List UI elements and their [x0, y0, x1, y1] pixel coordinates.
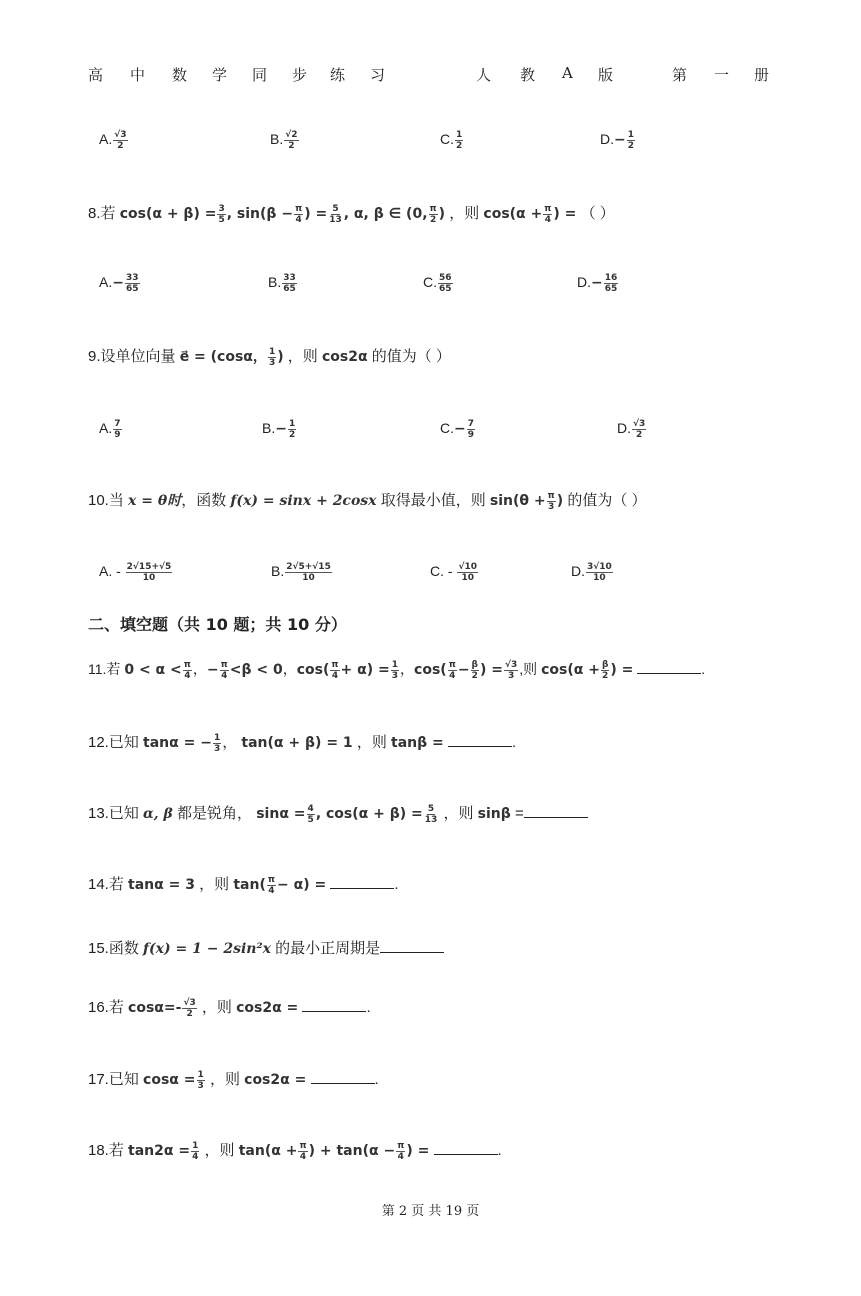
answer-blank[interactable]	[524, 805, 588, 818]
fraction: $\frac{5}{13}$	[329, 203, 342, 225]
header-char: 高	[88, 66, 104, 84]
fraction: $\frac{√3}{3}$	[505, 659, 518, 681]
header-char: 练	[330, 66, 346, 84]
fraction: $\frac{√3}{2}$	[183, 997, 196, 1019]
answer-blank[interactable]	[448, 734, 512, 747]
fraction: $\frac{5}{13}$	[424, 803, 438, 825]
fraction: $\frac{\pi}{4}$	[220, 659, 228, 681]
fraction: $\frac{1}{3}$	[391, 659, 399, 681]
fraction: $\frac{1}{3}$	[197, 1069, 204, 1091]
header-char: 第	[672, 66, 688, 84]
question-16: 16.若 cosα=- $\frac{√3}{2}$ ，则 cos2α = .	[88, 997, 371, 1019]
fraction: $\frac{7}{9}$	[114, 419, 121, 440]
fraction: $\frac{\pi}{4}$	[331, 659, 339, 681]
answer-blank[interactable]	[434, 1142, 498, 1155]
question-8: 8.若 cos(α + β) = $\frac{3}{5}$ , sin(β − $\frac{\pi}{4}$ ) = $\frac{5}{13}$ , α, β ∈ (0, $\frac{\pi}{2}$ ) ，则 cos(α + $\frac{\pi}{4}$ ) = （ ）	[88, 203, 615, 225]
fraction: $\frac{33}{65}$	[283, 273, 296, 294]
fraction: $\frac{33}{65}$	[125, 273, 139, 294]
fraction: $\frac{1}{2}$	[456, 130, 463, 151]
q8-option-d: D.− $\frac{16}{65}$	[577, 273, 618, 294]
fraction: $\frac{1}{2}$	[627, 130, 634, 151]
section-title: 二、填空题（共 10 题；共 10 分）	[88, 615, 347, 634]
fraction: $\frac{1}{4}$	[192, 1140, 199, 1162]
header-char: 学	[212, 66, 228, 84]
fraction: $\frac{2√15+√5}{10}$	[126, 562, 172, 583]
fraction: $\frac{√2}{2}$	[285, 130, 298, 151]
fraction: $\frac{3√10}{10}$	[587, 562, 612, 583]
fraction: $\frac{4}{5}$	[307, 803, 314, 825]
fraction: $\frac{\pi}{4}$	[397, 1140, 405, 1162]
question-12: 12.已知 tanα = − $\frac{1}{3}$ ， tan(α + β) = 1 ，则 tanβ = .	[88, 732, 517, 754]
fraction: $\frac{2√5+√15}{10}$	[286, 562, 331, 583]
fraction: $\frac{\pi}{4}$	[267, 874, 275, 896]
header-char: 习	[370, 66, 386, 84]
fraction: $\frac{1}{3}$	[268, 346, 276, 368]
fraction: $\frac{\beta}{2}$	[471, 659, 478, 681]
header-char: 人	[476, 66, 492, 84]
fraction: $\frac{\pi}{4}$	[295, 203, 303, 225]
q7-option-a: A. $\frac{√3}{2}$	[99, 130, 127, 151]
fraction: $\frac{3}{5}$	[218, 203, 225, 225]
fraction: $\frac{\beta}{2}$	[601, 659, 609, 681]
q8-option-c: C. $\frac{56}{65}$	[423, 273, 452, 294]
header-char: 同	[252, 66, 268, 84]
answer-blank[interactable]	[330, 876, 394, 889]
header-char: 步	[292, 66, 308, 84]
header-char: 中	[130, 66, 146, 84]
answer-blank[interactable]	[380, 940, 444, 953]
answer-blank[interactable]	[637, 661, 701, 674]
q8-option-b: B. $\frac{33}{65}$	[268, 273, 296, 294]
fraction: $\frac{56}{65}$	[439, 273, 452, 294]
q9-option-c: C.− $\frac{7}{9}$	[440, 419, 474, 440]
fraction: $\frac{7}{9}$	[467, 419, 474, 440]
question-15: 15.函数 f(x) = 1 − 2sin²x 的最小正周期是	[88, 937, 444, 958]
question-13: 13.已知 α, β 都是锐角， sinα = $\frac{4}{5}$ , cos(α + β) = $\frac{5}{13}$ ，则 sinβ =	[88, 802, 588, 825]
fraction: $\frac{√3}{2}$	[114, 130, 127, 151]
fraction: $\frac{16}{65}$	[604, 273, 618, 294]
question-17: 17.已知 cosα = $\frac{1}{3}$ ，则 cos2α = .	[88, 1069, 379, 1091]
q7-option-d: D.− $\frac{1}{2}$	[600, 130, 634, 151]
fraction: $\frac{1}{3}$	[213, 732, 221, 754]
q10-option-a: A. - $\frac{2√15+√5}{10}$	[99, 562, 172, 583]
header-char: 版	[598, 66, 614, 84]
page-footer: 第 2 页 共 19 页	[381, 1204, 480, 1219]
fraction: $\frac{\pi}{4}$	[299, 1140, 307, 1162]
q10-option-d: D. $\frac{3√10}{10}$	[571, 562, 612, 583]
header-char: 册	[754, 66, 770, 84]
question-18: 18.若 tan2α = $\frac{1}{4}$ ，则 tan(α + $\frac{\pi}{4}$ ) + tan(α − $\frac{\pi}{4}$ ) = .	[88, 1140, 502, 1162]
header-char: 一	[714, 66, 730, 84]
q7-option-b: B. $\frac{√2}{2}$	[270, 130, 298, 151]
q9-option-b: B.− $\frac{1}{2}$	[262, 419, 296, 440]
q10-option-b: B. $\frac{2√5+√15}{10}$	[271, 562, 331, 583]
question-9: 9.设单位向量 e⃗ = (cosα， $\frac{1}{3}$ ) ，则 cos2α 的值为（ ）	[88, 346, 451, 368]
header-char: 教	[520, 66, 536, 84]
q10-option-c: C. - $\frac{√10}{10}$	[430, 562, 477, 583]
fraction: $\frac{√3}{2}$	[633, 419, 646, 440]
answer-blank[interactable]	[302, 999, 366, 1012]
q9-option-d: D. $\frac{√3}{2}$	[617, 419, 646, 440]
fraction: $\frac{√10}{10}$	[458, 562, 477, 583]
header-char: 数	[172, 66, 188, 84]
fraction: $\frac{\pi}{4}$	[448, 659, 456, 681]
fraction: $\frac{\pi}{2}$	[429, 203, 437, 225]
fraction: $\frac{\pi}{3}$	[547, 490, 555, 512]
answer-blank[interactable]	[311, 1071, 375, 1084]
q9-option-a: A. $\frac{7}{9}$	[99, 419, 121, 440]
q7-option-c: C. $\frac{1}{2}$	[440, 130, 463, 151]
question-10: 10.当 x = θ时，函数 f(x) = sinx + 2cosx 取得最小值，则 sin(θ + $\frac{\pi}{3}$ ) 的值为（ ）	[88, 490, 647, 512]
question-11: 11.若 0 < α < $\frac{\pi}{4}$ ，− $\frac{\pi}{4}$ <β < 0，cos( $\frac{\pi}{4}$ + α) = $\frac{1}{3}$ ，cos( $\frac{\pi}{4}$ − $\frac{\beta}{2}$ ) = $\frac{√3}{3}$ ,则 cos(α + $\frac{\beta}{2}$ ) = .	[88, 659, 706, 681]
q8-option-a: A.− $\frac{33}{65}$	[99, 273, 139, 294]
fraction: $\frac{1}{2}$	[288, 419, 296, 440]
question-14: 14.若 tanα = 3 ，则 tan( $\frac{\pi}{4}$ − α) = .	[88, 874, 399, 896]
fraction: $\frac{\pi}{4}$	[544, 203, 552, 225]
fraction: $\frac{\pi}{4}$	[183, 659, 191, 681]
header-char: A	[562, 64, 573, 82]
